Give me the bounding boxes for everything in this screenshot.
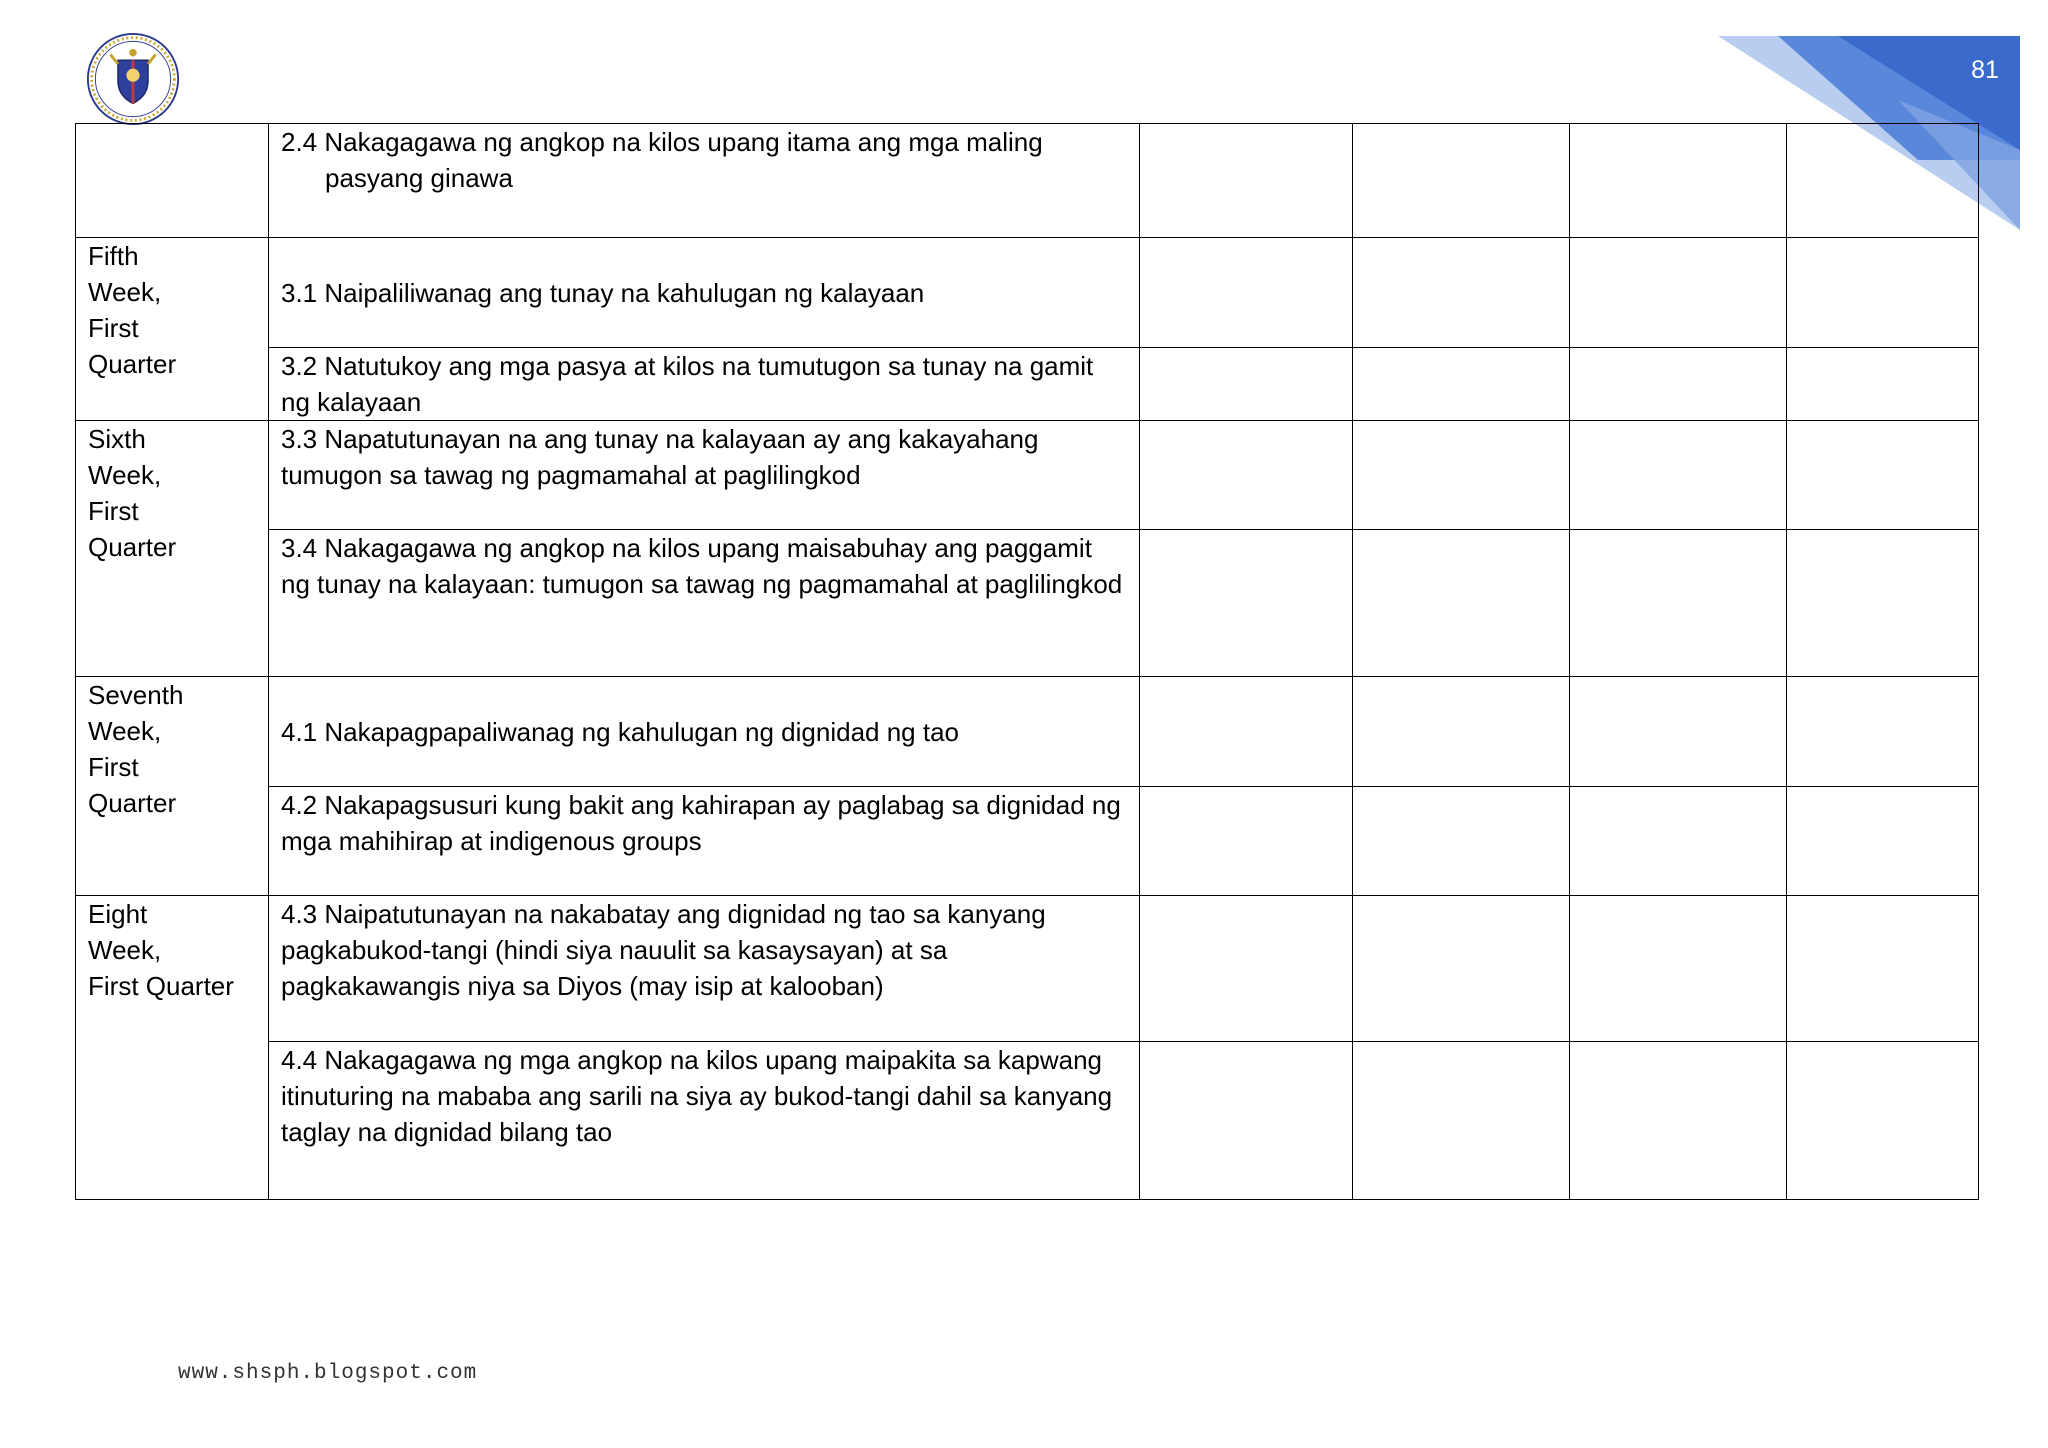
empty-cell	[1353, 421, 1570, 530]
competency-cell: 3.1 Naipaliliwanag ang tunay na kahulugan ng kalayaan	[269, 238, 1140, 348]
empty-cell	[1570, 421, 1787, 530]
deped-seal-icon	[86, 32, 180, 126]
empty-cell	[1140, 124, 1353, 238]
empty-cell	[1787, 124, 1979, 238]
empty-cell	[1787, 530, 1979, 677]
empty-cell	[1353, 530, 1570, 677]
competency-cell: 4.1 Nakapagpapaliwanag ng kahulugan ng dignidad ng tao	[269, 677, 1140, 787]
empty-cell	[1787, 421, 1979, 530]
empty-cell	[1787, 348, 1979, 421]
empty-cell	[1140, 787, 1353, 896]
empty-cell	[1353, 124, 1570, 238]
week-cell: Eight Week, First Quarter	[76, 896, 269, 1200]
competency-cell: 3.4 Nakagagawa ng angkop na kilos upang maisabuhay ang paggamit ng tunay na kalayaan: tumugon sa tawag ng pagmamahal at paglilingkod	[269, 530, 1140, 677]
empty-cell	[1787, 238, 1979, 348]
competency-cell: 4.4 Nakagagawa ng mga angkop na kilos upang maipakita sa kapwang itinuturing na mababa ang sarili na siya ay bukod-tangi dahil sa kanyang taglay na dignidad bilang tao	[269, 1042, 1140, 1200]
empty-cell	[1140, 421, 1353, 530]
empty-cell	[1787, 787, 1979, 896]
empty-cell	[1353, 787, 1570, 896]
table-row	[76, 1042, 1979, 1200]
table-row	[76, 896, 1979, 1042]
empty-cell	[1353, 1042, 1570, 1200]
page-number: 81	[1971, 56, 1999, 84]
table-row	[76, 124, 1979, 238]
empty-cell	[1140, 348, 1353, 421]
empty-cell	[1570, 1042, 1787, 1200]
empty-cell	[1570, 238, 1787, 348]
empty-cell	[1353, 348, 1570, 421]
empty-cell	[1570, 787, 1787, 896]
empty-cell	[1787, 1042, 1979, 1200]
empty-cell	[1140, 238, 1353, 348]
week-cell	[76, 124, 269, 238]
competency-cell: 4.2 Nakapagsusuri kung bakit ang kahirapan ay paglabag sa dignidad ng mga mahihirap at indigenous groups	[269, 787, 1140, 896]
empty-cell	[1570, 896, 1787, 1042]
week-cell: Fifth Week, First Quarter	[76, 238, 269, 421]
empty-cell	[1353, 677, 1570, 787]
table-row	[76, 530, 1979, 677]
empty-cell	[1353, 238, 1570, 348]
empty-cell	[1570, 348, 1787, 421]
competency-cell: 3.3 Napatutunayan na ang tunay na kalayaan ay ang kakayahang tumugon sa tawag ng pagmamahal at paglilingkod	[269, 421, 1140, 530]
empty-cell	[1140, 530, 1353, 677]
empty-cell	[1140, 896, 1353, 1042]
competency-cell: 3.2 Natutukoy ang mga pasya at kilos na tumutugon sa tunay na gamit ng kalayaan	[269, 348, 1140, 421]
table-row	[76, 787, 1979, 896]
empty-cell	[1570, 677, 1787, 787]
empty-cell	[1787, 677, 1979, 787]
competency-cell: 2.4 Nakagagawa ng angkop na kilos upang itama ang mga maling pasyang ginawa	[269, 124, 1140, 238]
competency-cell: 4.3 Naipatutunayan na nakabatay ang dignidad ng tao sa kanyang pagkabukod-tangi (hindi siya nauulit sa kasaysayan) at sa pagkakawangis niya sa Diyos (may isip at kalooban)	[269, 896, 1140, 1042]
empty-cell	[1787, 896, 1979, 1042]
table-row	[76, 677, 1979, 787]
table-row	[76, 238, 1979, 348]
empty-cell	[1140, 1042, 1353, 1200]
footer-url: www.shsph.blogspot.com	[178, 1362, 478, 1385]
table-row	[76, 421, 1979, 530]
empty-cell	[1140, 677, 1353, 787]
empty-cell	[1570, 124, 1787, 238]
competency-table	[75, 123, 1979, 1200]
week-cell: Sixth Week, First Quarter	[76, 421, 269, 677]
week-cell: Seventh Week, First Quarter	[76, 677, 269, 896]
empty-cell	[1570, 530, 1787, 677]
empty-cell	[1353, 896, 1570, 1042]
table-row	[76, 348, 1979, 421]
